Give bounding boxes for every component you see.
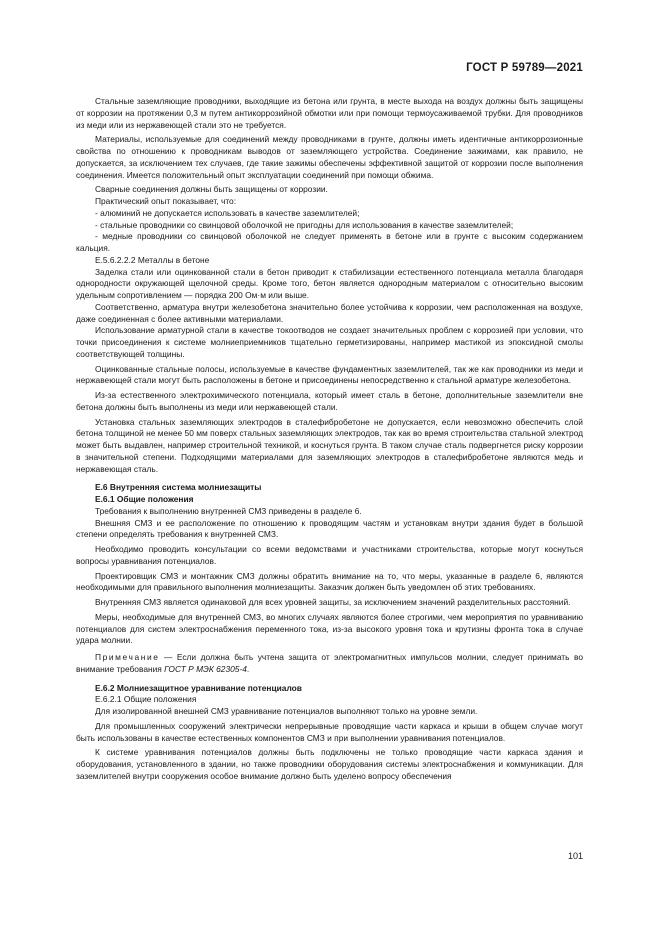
paragraph: Внутренняя СМЗ является одинаковой для всех уровней защиты, за исключением значений разделительных расстояний. [95,597,571,607]
paragraph: Для промышленных сооружений электрически непрерывные проводящие части каркаса и крыши в общем случае могут быть использованы в качестве естественных компонентов СМЗ и при выполнении уравнивания потенциалов. [76,720,583,743]
paragraph: Стальные заземляющие проводники, выходящие из бетона или грунта, в месте выхода на воздух должны быть защищены от коррозии на протяжении 0,3 м путем антикоррозийной обмотки или при помощи термоусаживаемой трубки. Для проводников из меди или из нержавеющей стали это не требуется. [76,96,583,130]
paragraph: Практический опыт показывает, что: [95,196,237,206]
page-content [76,96,583,783]
subsection-heading: Е.6.2.1 Общие положения [95,694,197,705]
paragraph: Из-за естественного электрохимического потенциала, который имеет сталь в бетоне, дополнительные заземлители вне бетона должны быть выполнены из меди или нержавеющей стали. [76,390,583,412]
list-item: - алюминий не допускается использовать в качестве заземлителей; [95,207,360,218]
note-reference: ГОСТ Р МЭК 62305-4 [164,663,247,674]
paragraph: Заделка стали или оцинкованной стали в бетон приводит к стабилизации естественного потенциала металла благодаря однородности окружающей щелочной среды. Кроме того, бетон является однородным материалом с относительно высоким удельным сопротивлением — порядка 200 Ом·м или выше. [76,266,583,300]
paragraph: Необходимо проводить консультации со всеми ведомствами и участниками строительства, которые могут коснуться вопросы уравнивания потенциалов. [76,544,583,566]
note-text: — Если должна быть учтена защита от электромагнитных импульсов молнии, следует принимать во внимание требования [76,652,583,674]
paragraph: Использование арматурной стали в качестве токоотводов не создает значительных проблем с коррозией при условии, что точки присоединения к системе молниеприемников тщательно герметизированы, например мастикой из эпоксидной смолы соответствующей толщины. [76,325,583,359]
note-label: Примечание [95,652,160,662]
paragraph: Материалы, используемые для соединений между проводниками в грунте, должны иметь идентичные антикоррозионные свойства по отношению к проводникам выводов от заземляющего устройства. Соединение зажимами, как правило, не допускается, за исключением тех случаев, где такие зажимы обеспечены эффективной защитой от коррозии после выполнения соединения. Имеется положительный опыт эксплуатации соединений при помощи обжима. [76,134,583,180]
paragraph: Оцинкованные стальные полосы, используемые в качестве фундаментных заземлителей, так же как проводники из меди и нержавеющей стали могут быть расположены в бетоне и присоединены непосредственно к стальной арматуре железобетона. [76,363,583,386]
paragraph: Установка стальных заземляющих электродов в сталефибробетоне не допускается, если невозможно обеспечить слой бетона толщиной не менее 50 мм поверх стальных заземляющих электродов, так как во время строительства стальной электрод может быть выдавлен, например строительной техникой, и коснуться грунта. В таком случае сталь подвергнется риску коррозии в значительной степени. Подходящими материалами для заземляющих электродов в сталефибробетоне являются медь и нержавеющая сталь. [76,416,583,474]
paragraph: Внешняя СМЗ и ее расположение по отношению к проводящим частям и установкам внутри здания будет в большой степени определять требования к внутренней СМЗ. [76,517,583,540]
note [76,652,583,676]
page-number: 101 [567,851,583,861]
section-heading: Е.6 Внутренняя система молниезащиты [95,482,262,493]
list-item: - стальные проводники со свинцовой оболочкой не пригодны для использования в качестве заземлителей; [95,219,514,230]
paragraph: Соответственно, арматура внутри железобетона значительно более устойчива к коррозии, чем расположенная на воздухе, даже соединенная с более активными материалами. [76,301,583,324]
paragraph: Для изолированной внешней СМЗ уравнивание потенциалов выполняют только на уровне земли. [95,706,478,716]
paragraph: Требования к выполнению внутренней СМЗ приведены в разделе 6. [95,505,362,516]
paragraph: К системе уравнивания потенциалов должны быть подключены не только проводящие части каркаса здания и оборудования, установленного в здании, но также проводники оборудования системы электроснабжения и коммуникации. Для заземлителей внутри сооружения особое внимание должно быть уделено вопросу обеспечения [76,747,583,781]
list-item: - медные проводники со свинцовой оболочкой не следует применять в бетоне или в грунте с высоким содержанием кальция. [76,231,583,253]
subsection-heading: Е.6.1 Общие положения [95,494,194,504]
section-heading: Е.6.2 Молниезащитное уравнивание потенциалов [95,682,302,693]
paragraph: Проектировщик СМЗ и монтажник СМЗ должны обратить внимание на то, что меры, указанные в разделе 6, являются необходимыми для правильного выполнения молниезащиты. Заказчик должен быть уведомлен об этих требованиях. [76,570,583,593]
clause-heading: Е.5.6.2.2.2 Металлы в бетоне [95,254,210,265]
paragraph: Сварные соединения должны быть защищены от коррозии. [95,184,328,195]
document-header: ГОСТ Р 59789—2021 [466,62,583,74]
paragraph: Меры, необходимые для внутренней СМЗ, во многих случаях являются более строгими, чем мероприятия по уравниванию потенциалов для систем электроснабжения переменного тока, из-за высокого уровня тока и крутизны фронта тока в случае удара молнии. [76,611,583,646]
note-end: . [246,663,250,674]
